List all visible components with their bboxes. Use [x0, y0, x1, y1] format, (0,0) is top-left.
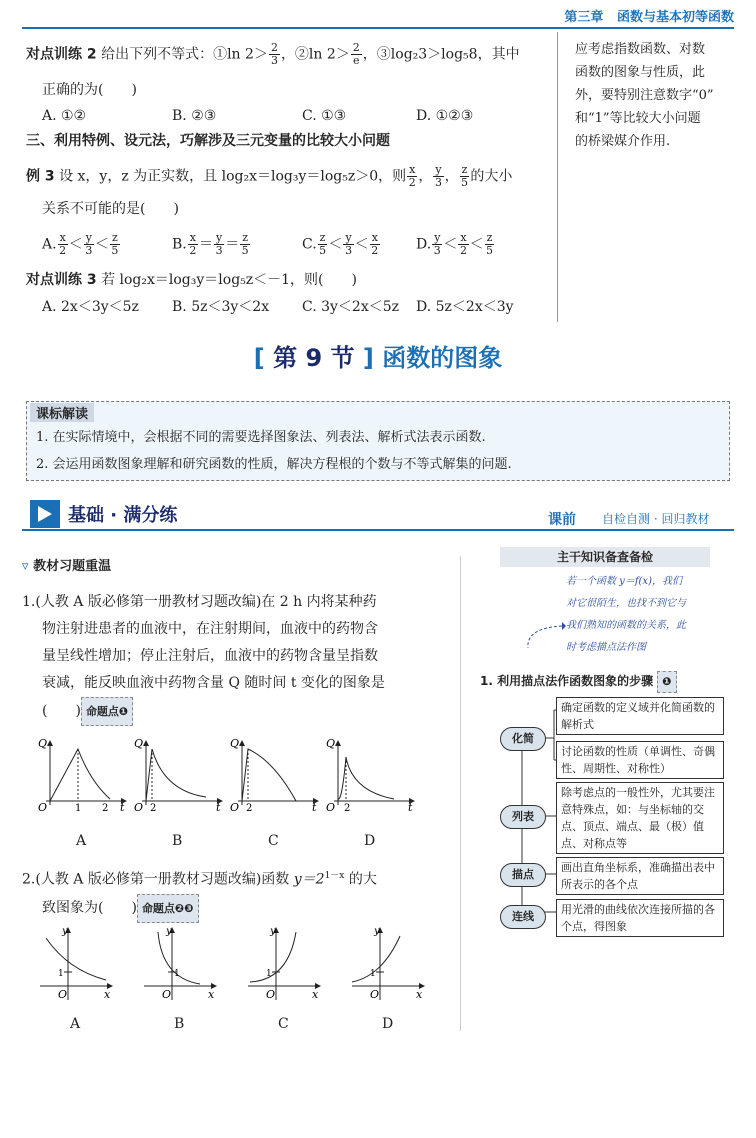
fraction: $\frac{z}{5}$	[460, 163, 468, 189]
q1-graph-b	[134, 737, 222, 814]
svg-text:O: O	[266, 988, 276, 1001]
standards-item-2: 2. 会运用函数图象理解和研究函数的性质，解决方程根的个数与不等式解集的问题.	[36, 457, 512, 472]
step-simplify-box-1: 确定函数的定义域并化简函数的解析式	[556, 697, 724, 735]
section-number: 第 9 节	[273, 344, 355, 372]
svg-text:2: 2	[150, 803, 157, 814]
svg-text:x: x	[312, 988, 319, 1001]
fraction: $\frac{x}{2}$	[408, 163, 416, 189]
svg-text:t: t	[216, 801, 221, 814]
section3-heading: 三、利用特例、设元法，巧解涉及三元变量的比较大小问题	[26, 133, 390, 149]
fraction: $\frac{y}{3}$	[434, 163, 442, 189]
q2-graph-d	[352, 926, 424, 1001]
q1-graph-c	[230, 737, 318, 814]
q1-graph-a	[38, 737, 126, 814]
training2-option-a: A. ①②	[42, 108, 87, 124]
training2-line1: 对点训练 2 给出下列不等式：①ln 2＞ $\frac{2}{3}$ ，②ln 2＞ $\frac{2}{e}$ ，③log₂3＞log₅8，其中	[26, 41, 520, 67]
example3-option-d: D. $\frac{y}{3}$ ＜ $\frac{x}{2}$ ＜ $\frac{z}{5}$	[416, 231, 494, 257]
svg-text:Q: Q	[134, 737, 144, 750]
training3-option-b: B. 5z＜3y＜2x	[172, 299, 270, 315]
chapter-label: 第三章	[564, 10, 604, 25]
svg-text:1: 1	[266, 969, 272, 979]
svg-text:O: O	[58, 988, 68, 1001]
training2-line2: 正确的为( )	[42, 82, 137, 98]
svg-text:O: O	[370, 988, 380, 1001]
q1-text: 1.(人教 A 版必修第一册教材习题改编)在 2 h 内将某种药 物注射进患者的血液中，在注射期间，血液中的药物含 量呈线性增加；停止注射后，血液中的药物含量呈指数 衰减，能反映血液中药物含量 Q 随时间 t 变化的图象是 ( ) 命题点❶	[22, 589, 385, 726]
page-header	[564, 6, 734, 25]
step-connect: 连线	[500, 905, 546, 929]
svg-text:Q: Q	[38, 737, 48, 750]
q1-label-c: C	[268, 833, 279, 849]
training3-option-c: C. 3y＜2x＜5z	[302, 299, 400, 315]
standards-item-1: 1. 在实际情境中，会根据不同的需要选择图象法、列表法、解析式法表示函数.	[36, 430, 486, 445]
q1-graphs	[36, 735, 456, 835]
example3-option-c: C. $\frac{z}{5}$ ＜ $\frac{y}{3}$ ＜ $\frac{x}{2}$	[302, 231, 379, 257]
training3-line1: 对点训练 3 若 log₂x＝log₃y＝log₅z＜－1，则( )	[26, 272, 357, 288]
checklist-notes: 若一个函数 y＝f(x)，我们 对它很陌生，也找不到它与 我们熟知的函数的关系，此 时考虑描点法作图	[566, 576, 686, 653]
svg-text:t: t	[312, 801, 317, 814]
training2-option-b: B. ②③	[172, 108, 217, 124]
q2-graph-c	[248, 926, 320, 1001]
band-tag-main: 课前	[548, 512, 576, 528]
band-tag-sub: 自检自测 · 回归教材	[602, 512, 710, 526]
checklist-heading: 1. 利用描点法作函数图象的步骤 ❶	[480, 671, 677, 693]
q2-tag: 命题点❷❸	[137, 894, 199, 923]
header-rule	[22, 27, 734, 29]
section-title: [ 第 9 节 ] 函数的图象	[253, 344, 503, 372]
step-connect-box: 用光滑的曲线依次连接所描的各个点，得图象	[556, 899, 724, 937]
q2-graph-b	[144, 926, 216, 1001]
band-flag-icon	[30, 500, 60, 528]
svg-text:Q: Q	[230, 737, 240, 750]
example3-line1: 例 3 设 x，y，z 为正实数，且 log₂x＝log₃y＝log₅z＞0，则 $\frac{x}{2}$ ， $\frac{y}{3}$ ， $\frac{z}{5}$ 的大小	[26, 163, 513, 189]
band-title: 基础 · 满分练	[68, 505, 178, 526]
svg-text:1: 1	[58, 969, 64, 979]
q2-text: 2.(人教 A 版必修第一册教材习题改编)函数 $y=2^{1-x}$ 的大 致图象为( ) 命题点❷❸	[22, 863, 377, 923]
svg-text:y: y	[374, 926, 380, 937]
svg-text:x: x	[416, 988, 423, 1001]
q2-label-d: D	[382, 1016, 394, 1032]
svg-text:1: 1	[370, 969, 376, 979]
training3-option-d: D. 5z＜2x＜3y	[416, 299, 514, 315]
svg-text:t: t	[120, 801, 125, 814]
column-divider	[557, 32, 558, 322]
svg-text:O: O	[134, 801, 144, 814]
svg-text:y: y	[270, 926, 276, 937]
q2-graph-a	[40, 926, 112, 1001]
step-plot-box: 画出直角坐标系，准确描出表中所表示的各个点	[556, 857, 724, 895]
step-tabulate: 列表	[500, 805, 546, 829]
q2-graphs	[36, 924, 456, 1004]
q2-label-c: C	[278, 1016, 289, 1032]
training3-label: 对点训练 3	[26, 272, 97, 288]
svg-text:2: 2	[246, 803, 253, 814]
svg-text:O: O	[162, 988, 172, 1001]
column-divider-2	[460, 556, 461, 1031]
side-note: 应考虑指数函数、对数 函数的图象与性质，此 外，要特别注意数字“0” 和“1”等比较大小问题 的桥梁媒介作用.	[575, 42, 714, 149]
q1-label-d: D	[364, 833, 376, 849]
curved-arrow-icon	[518, 618, 566, 652]
svg-text:2: 2	[102, 803, 109, 814]
training2-option-c: C. ①③	[302, 108, 347, 124]
svg-text:y: y	[62, 926, 68, 937]
training3-option-a: A. 2x＜3y＜5z	[42, 299, 139, 315]
step-simplify: 化简	[500, 727, 546, 751]
svg-text:y: y	[166, 926, 172, 937]
q1-label-a: A	[76, 833, 87, 849]
step-simplify-box-2: 讨论函数的性质（单调性、奇偶性、周期性、对称性）	[556, 741, 724, 779]
training2-label: 对点训练 2	[26, 46, 97, 63]
step-tabulate-box: 除考虑点的一般性外，尤其要注意特殊点，如：与坐标轴的交点、顶点、端点、最（极）值点、对称点等	[556, 782, 724, 854]
svg-text:x: x	[208, 988, 215, 1001]
svg-text:2: 2	[344, 803, 351, 814]
example3-option-b: B. $\frac{x}{2}$ ＝ $\frac{y}{3}$ ＝ $\frac{z}{5}$	[172, 231, 249, 257]
svg-text:1: 1	[75, 803, 82, 814]
example3-line2: 关系不可能的是( )	[42, 201, 179, 217]
q1-tag: 命题点❶	[81, 697, 133, 726]
svg-text:1: 1	[174, 969, 180, 979]
checklist-title: 主干知识备查备检	[500, 547, 710, 567]
svg-text:O: O	[326, 801, 336, 814]
checklist-heading-tag: ❶	[657, 671, 676, 693]
chapter-title: 函数与基本初等函数	[616, 10, 734, 25]
fraction: $\frac{2}{3}$	[270, 41, 278, 67]
q2-label-b: B	[174, 1016, 185, 1032]
q1-graph-d	[326, 737, 414, 814]
section-name: 函数的图象	[382, 344, 503, 372]
svg-text:t: t	[408, 801, 413, 814]
svg-text:Q: Q	[326, 737, 336, 750]
review-title: ▿ 教材习题重温	[22, 559, 112, 574]
example3-option-a: A. $\frac{x}{2}$ ＜ $\frac{y}{3}$ ＜ $\frac{z}{5}$	[42, 231, 119, 257]
step-plot: 描点	[500, 863, 546, 887]
svg-text:O: O	[38, 801, 48, 814]
fraction: $\frac{2}{e}$	[352, 41, 360, 67]
funnel-icon: ▿	[22, 559, 29, 574]
svg-text:O: O	[230, 801, 240, 814]
example3-label: 例 3	[26, 168, 55, 185]
svg-text:x: x	[104, 988, 111, 1001]
standards-label: 课标解读	[30, 403, 94, 422]
q2-label-a: A	[70, 1016, 81, 1032]
q1-label-b: B	[172, 833, 183, 849]
training2-option-d: D. ①②③	[416, 108, 474, 124]
